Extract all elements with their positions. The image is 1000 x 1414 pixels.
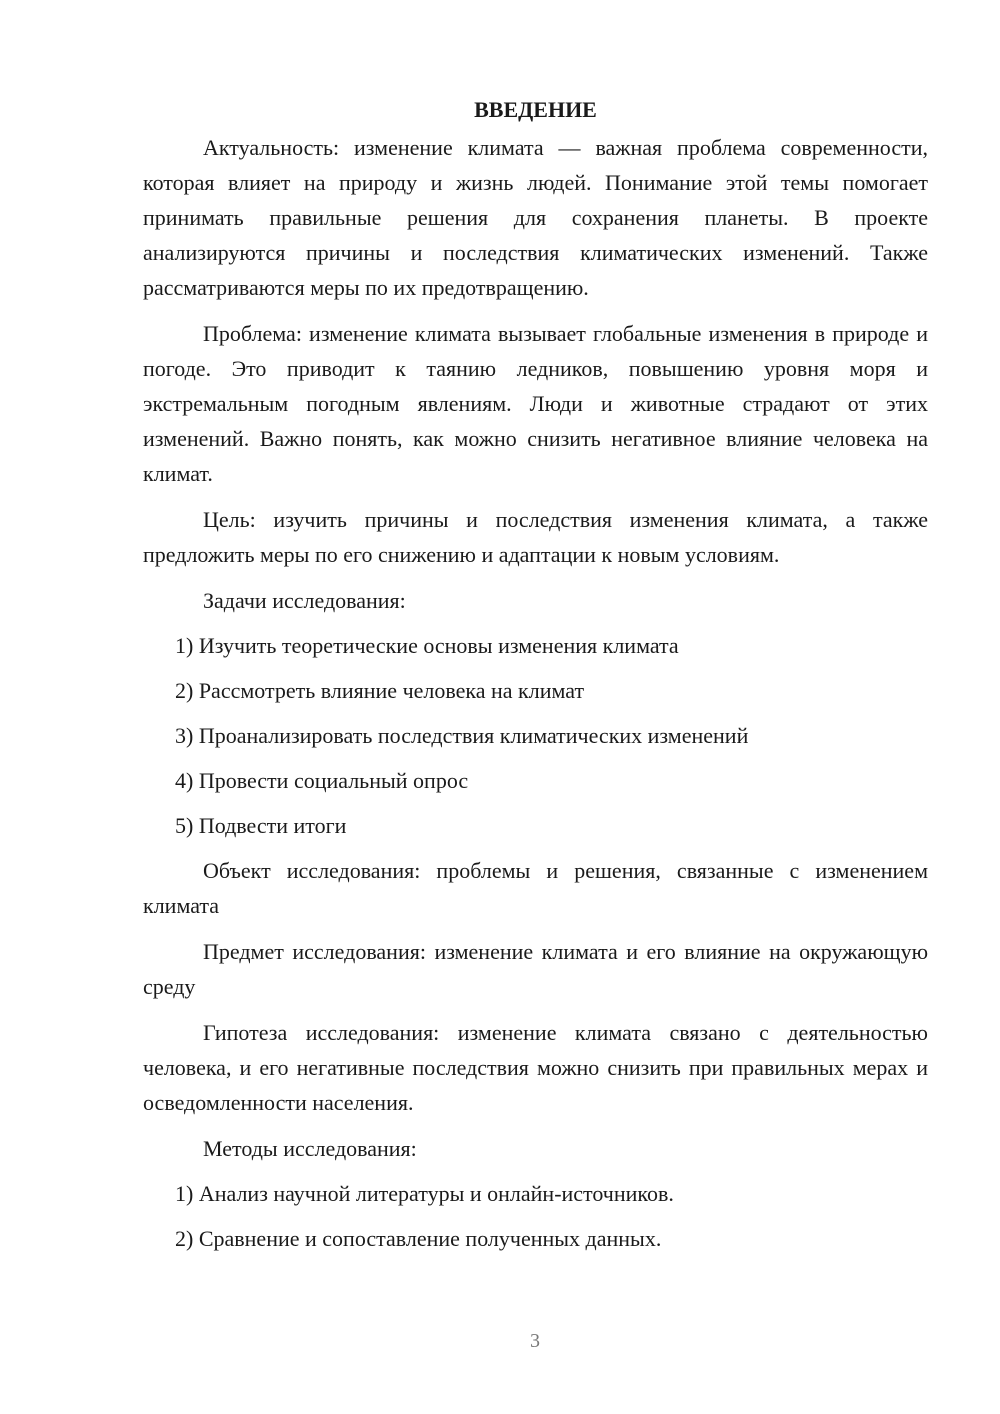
subject-paragraph: Предмет исследования: изменение климата и его влияние на окружающую среду — [143, 939, 928, 999]
page-number: 3 — [530, 1330, 540, 1352]
relevance-paragraph: Актуальность: изменение климата — важная проблема современности, которая влияет на природу и жизнь людей. Понимание этой темы помогает принимать правильные решения для сохранения планеты. В проекте анализируются причины и последствия климатических изменений. Также рассматриваются меры по их предотвращению. — [143, 135, 928, 300]
task-item: 2) Рассмотреть влияние человека на климат — [175, 678, 585, 703]
goal-paragraph: Цель: изучить причины и последствия изменения климата, а также предложить меры по его снижению и адаптации к новым условиям. — [143, 507, 928, 567]
object-paragraph: Объект исследования: проблемы и решения, связанные с изменением климата — [143, 858, 928, 918]
task-item: 4) Провести социальный опрос — [175, 768, 469, 793]
document-page — [143, 92, 928, 1266]
tasks-title: Задачи исследования: — [203, 588, 406, 613]
method-item: 1) Анализ научной литературы и онлайн-источников. — [175, 1181, 674, 1206]
task-item: 1) Изучить теоретические основы изменения климата — [175, 633, 679, 658]
task-item: 3) Проанализировать последствия климатических изменений — [175, 723, 749, 748]
hypothesis-paragraph: Гипотеза исследования: изменение климата связано с деятельностью человека, и его негативные последствия можно снизить при правильных мерах и осведомленности населения. — [143, 1020, 928, 1115]
method-item: 2) Сравнение и сопоставление полученных данных. — [175, 1226, 662, 1251]
methods-title: Методы исследования: — [203, 1136, 417, 1161]
task-item: 5) Подвести итоги — [175, 813, 347, 838]
problem-paragraph: Проблема: изменение климата вызывает глобальные изменения в природе и погоде. Это приводит к таянию ледников, повышению уровня моря и экстремальным погодным явлениям. Люди и животные страдают от этих изменений. Важно понять, как можно снизить негативное влияние человека на климат. — [143, 321, 928, 486]
page-title: ВВЕДЕНИЕ — [474, 97, 597, 122]
